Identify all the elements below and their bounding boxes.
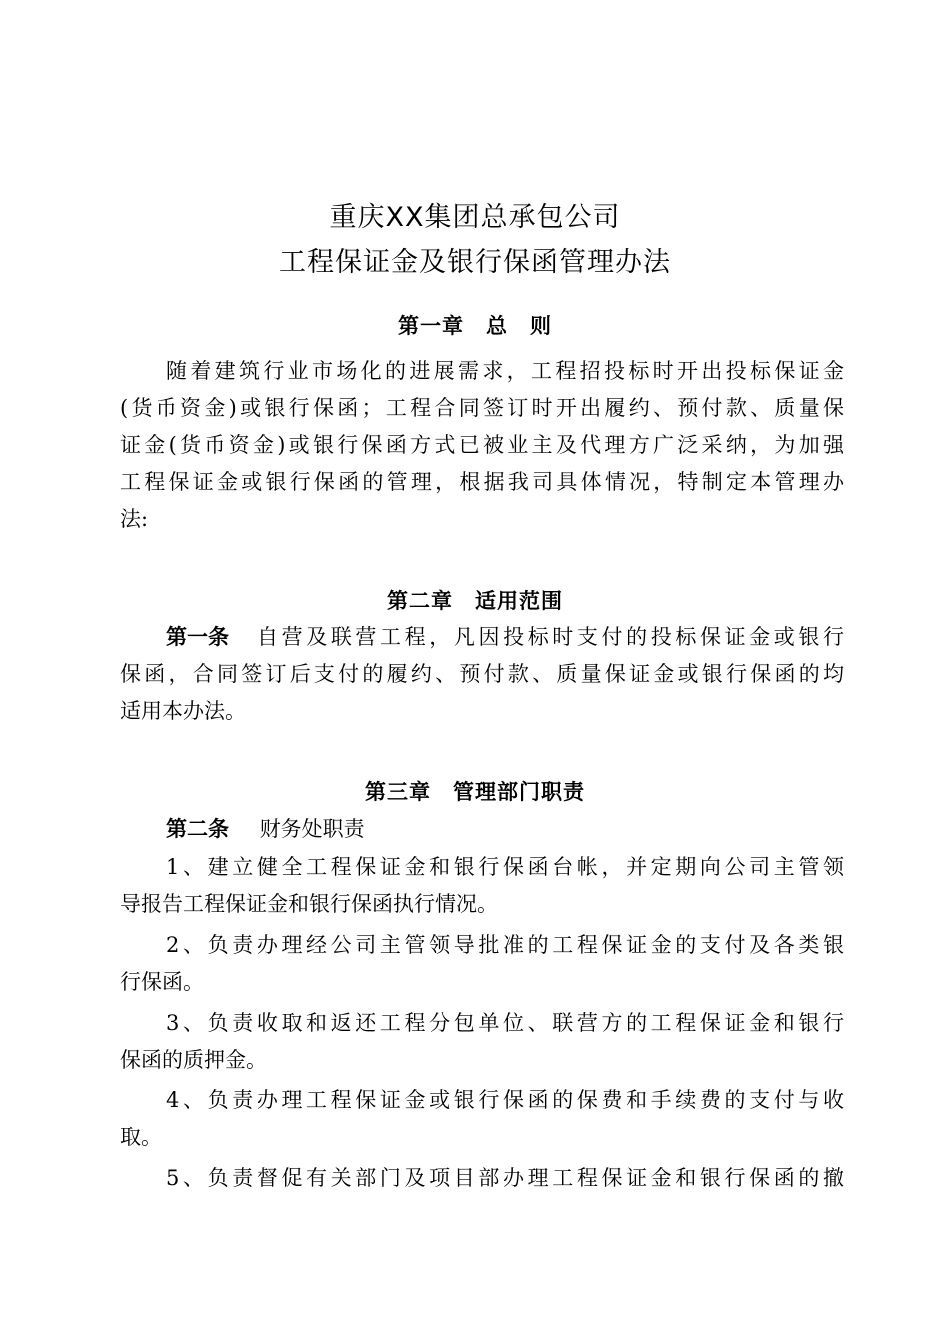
duty-2-line-1: 2、负责办理经公司主管领导批准的工程保证金的支付及各类银 — [166, 933, 844, 957]
duty-2-line-2: 行保函。 — [120, 970, 204, 994]
article-1-label: 第一条 — [166, 624, 229, 649]
article-1-first-line — [166, 621, 844, 651]
article-2-title: 财务处职责 — [259, 817, 365, 841]
chapter-3-heading: 第三章 管理部门职责 — [365, 779, 585, 804]
duty-5-line-1: 5、负责督促有关部门及项目部办理工程保证金和银行保函的撤 — [166, 1166, 844, 1190]
chapter-1-line-1: 随着建筑行业市场化的进展需求，工程招投标时开出投标保证金 — [166, 359, 844, 383]
article-1-line-3: 适用本办法。 — [120, 699, 246, 723]
article-1-line-2: 保函，合同签订后支付的履约、预付款、质量保证金或银行保函的均 — [120, 662, 844, 686]
document-title-line-2: 工程保证金及银行保函管理办法 — [279, 247, 671, 278]
duty-3-line-1: 3、负责收取和返还工程分包单位、联营方的工程保证金和银行 — [166, 1011, 844, 1035]
article-2-label: 第二条 — [166, 816, 229, 841]
chapter-1-line-3: 证金(货币资金)或银行保函方式已被业主及代理方广泛采纳，为加强 — [120, 433, 844, 457]
chapter-1-line-5: 法: — [120, 507, 149, 531]
article-1-line-1: 自营及联营工程，凡因投标时支付的投标保证金或银行 — [257, 625, 844, 649]
duty-3-line-2: 保函的质押金。 — [120, 1048, 267, 1072]
duty-4-line-1: 4、负责办理工程保证金或银行保函的保费和手续费的支付与收 — [166, 1088, 844, 1112]
chapter-1-heading: 第一章 总 则 — [398, 313, 552, 338]
duty-1-line-2: 导报告工程保证金和银行保函执行情况。 — [120, 892, 498, 916]
document-title-line-1: 重庆XX集团总承包公司 — [329, 202, 621, 233]
article-2-heading-line — [166, 813, 365, 843]
duty-1-line-1: 1、建立健全工程保证金和银行保函台帐，并定期向公司主管领 — [166, 855, 844, 879]
duty-4-line-2: 取。 — [120, 1125, 162, 1149]
chapter-1-line-2: (货币资金)或银行保函；工程合同签订时开出履约、预付款、质量保 — [120, 396, 844, 420]
chapter-2-heading: 第二章 适用范围 — [387, 588, 563, 613]
chapter-1-line-4: 工程保证金或银行保函的管理，根据我司具体情况，特制定本管理办 — [120, 470, 844, 494]
